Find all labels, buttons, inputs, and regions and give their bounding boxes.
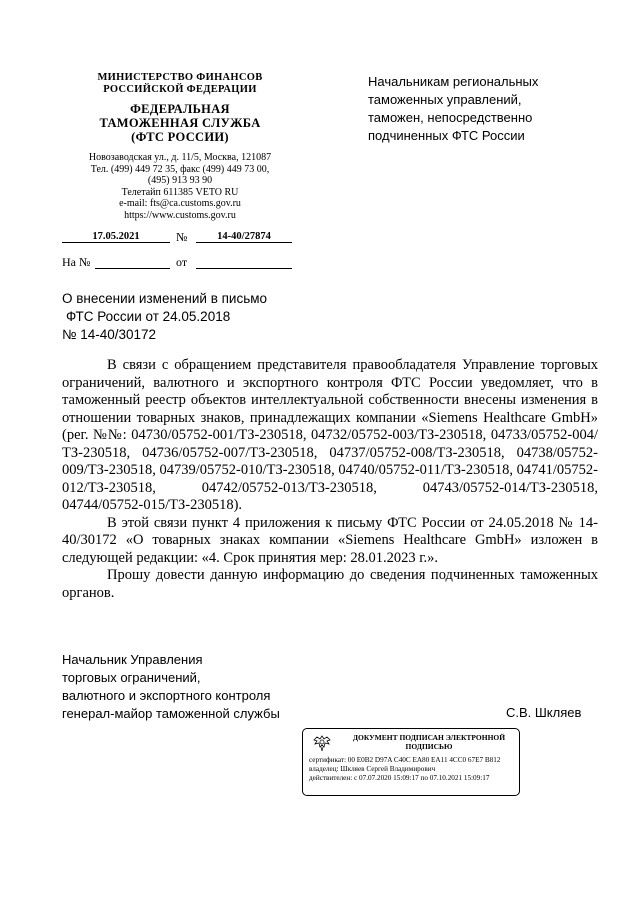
email: e-mail: fts@ca.customs.gov.ru — [119, 198, 241, 209]
subject-line1: О внесении изменений в письмо — [62, 291, 268, 306]
ministry-line1: МИНИСТЕРСТВО ФИНАНСОВ — [97, 72, 263, 83]
addressee-line2: таможенных управлений, — [368, 92, 522, 107]
reference-from-label: от — [176, 255, 188, 269]
body-paragraph-3: Прошу довести данную информацию до сведения подчиненных таможенных органов. — [62, 567, 598, 601]
registration-date: 17.05.2021 — [62, 231, 170, 243]
signatory-line3: валютного и экспортного контроля — [62, 688, 271, 703]
service-name — [60, 102, 300, 144]
reference-line — [95, 268, 170, 269]
stamp-title-line2: ПОДПИСЬЮ — [405, 742, 453, 751]
contacts-block — [60, 152, 300, 221]
e-signature-stamp — [302, 728, 520, 796]
body-paragraph-1: В связи с обращением представителя правообладателя Управление торговых ограничений, валютного и экспортного контроля ФТС России уведомляет, что в таможенный реестр объектов интеллектуальной собственности внесены изменения в отношении товарных знаков, принадлежащих компании «Siemens Healthcare GmbH» (рег. №№: 04730/05752-001/ТЗ-230518, 04732/05752-003/ТЗ-230518, 04733/05752-004/ТЗ-230518, 04736/05752-007/ТЗ-230518, 04737/05752-008/ТЗ-230518, 04738/05752-009/ТЗ-230518, 04739/05752-010/ТЗ-230518, 04740/05752-011/ТЗ-230518, 04741/05752-012/ТЗ-230518, 04742/05752-013/ТЗ-230518, 04743/05752-014/ТЗ-230518, 04744/05752-015/ТЗ-230518). — [62, 357, 598, 513]
phone: Тел. (499) 449 72 35, факс (499) 449 73 00, — [90, 163, 270, 175]
signatory-name: С.В. Шкляев — [506, 705, 582, 720]
reference-label: На № — [62, 255, 91, 269]
service-line1: ФЕДЕРАЛЬНАЯ — [130, 102, 230, 116]
stamp-details — [309, 756, 517, 782]
signatory-title — [62, 651, 322, 723]
signatory-line1: Начальник Управления — [62, 652, 203, 667]
addressee-line3: таможен, непосредственно — [368, 110, 533, 125]
ministry-line2: РОССИЙСКОЙ ФЕДЕРАЦИИ — [103, 84, 257, 95]
telex: Телетайп 611385 VETO RU — [121, 186, 239, 198]
stamp-title — [343, 733, 515, 751]
addressee-line4: подчиненных ФТС России — [368, 128, 525, 143]
address: Новозаводская ул., д. 11/5, Москва, 121087 — [88, 152, 272, 163]
subject-line2: ФТС России от 24.05.2018 — [66, 309, 231, 324]
website: https://www.customs.gov.ru — [124, 209, 236, 221]
sender-header — [60, 72, 300, 221]
addressee-line1: Начальникам региональных — [368, 74, 539, 89]
phone2: (495) 913 93 90 — [147, 175, 213, 186]
registration-number-sign: № — [176, 230, 188, 244]
signatory-line4: генерал-майор таможенной службы — [62, 706, 280, 721]
registration-number: 14-40/27874 — [196, 231, 292, 243]
letter-subject — [62, 290, 332, 344]
service-line2: ТАМОЖЕННАЯ СЛУЖБА — [99, 116, 261, 130]
stamp-validity: действителен: с 07.07.2020 15:09:17 по 07.10.2021 15:09:17 — [309, 773, 490, 782]
eagle-emblem-icon — [309, 733, 335, 753]
reference-date-line — [196, 268, 292, 269]
service-line3: (ФТС РОССИИ) — [131, 130, 229, 144]
addressee-block — [368, 73, 598, 145]
stamp-owner: владелец: Шкляев Сергей Владимирович — [309, 764, 436, 773]
letter-body — [62, 357, 598, 602]
signatory-line2: торговых ограничений, — [62, 670, 201, 685]
stamp-certificate: сертификат: 00 E0B2 D97A C40C EA80 EA11 4CC0 67E7 B812 — [309, 756, 501, 764]
body-paragraph-2: В этой связи пункт 4 приложения к письму ФТС России от 24.05.2018 № 14-40/30172 «О товарных знаках компании «Siemens Healthcare GmbH» изложен в следующей редакции: «4. Срок принятия мер: 28.01.2023 г.». — [62, 514, 598, 566]
stamp-title-line1: ДОКУМЕНТ ПОДПИСАН ЭЛЕКТРОННОЙ — [352, 733, 506, 742]
subject-line3: № 14-40/30172 — [62, 327, 157, 342]
